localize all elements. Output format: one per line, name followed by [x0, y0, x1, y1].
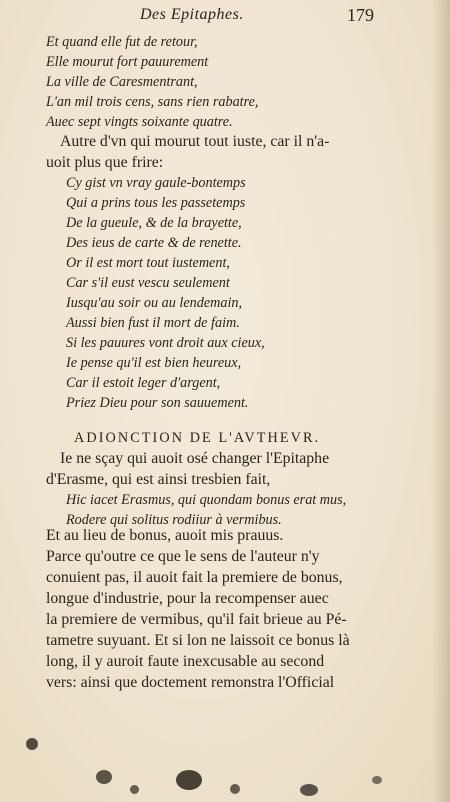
- running-head: Des Epitaphes.: [140, 6, 244, 23]
- verse-line: Elle mourut fort pauurement: [46, 54, 209, 70]
- verse-line: Ie pense qu'il est bien heureux,: [66, 355, 242, 371]
- verse-line: Or il est mort tout iustement,: [66, 255, 230, 271]
- page-edge-shadow: [432, 0, 450, 802]
- ink-stain: [26, 738, 38, 750]
- verse-line: L'an mil trois cens, sans rien rabatre,: [46, 94, 259, 110]
- ink-stain: [372, 776, 382, 784]
- verse-line: Si les pauures vont droit aux cieux,: [66, 335, 265, 351]
- verse-line: Aussi bien fust il mort de faim.: [66, 315, 240, 331]
- prose-line: Parce qu'outre ce que le sens de l'auteur n'y: [46, 548, 320, 565]
- prose-line: la premiere de vermibus, qu'il fait brieue au Pé-: [46, 611, 347, 628]
- prose-line: Et au lieu de bonus, auoit mis prauus.: [46, 527, 284, 544]
- prose-line: longue d'industrie, pour la recompenser auec: [46, 590, 329, 607]
- prose-line: long, il y auroit faute inexcusable au second: [46, 653, 325, 670]
- verse-line: Auec sept vingts soixante quatre.: [46, 114, 233, 130]
- ink-stain: [300, 784, 318, 796]
- prose-line: tametre suyuant. Et si lon ne laissoit ce bonus là: [46, 632, 350, 649]
- verse-line: Car s'il eust vescu seulement: [66, 275, 230, 291]
- epitaph-intro-line: uoit plus que frire:: [46, 154, 164, 171]
- latin-verse-line: Hic iacet Erasmus, qui quondam bonus erat mus,: [66, 492, 347, 508]
- ink-stain: [230, 784, 240, 794]
- ink-stain: [176, 770, 202, 790]
- verse-line: De la gueule, & de la brayette,: [66, 215, 242, 231]
- prose-line: vers: ainsi que doctement remonstra l'Official: [46, 674, 335, 691]
- verse-line: Qui a prins tous les passetemps: [66, 195, 246, 211]
- section-heading: ADIONCTION DE L'AVTHEVR.: [74, 430, 321, 446]
- verse-line: Iusqu'au soir ou au lendemain,: [66, 295, 243, 311]
- prose-line: Ie ne sçay qui auoit osé changer l'Epitaphe: [60, 450, 330, 467]
- prose-line: d'Erasme, qui est ainsi tresbien fait,: [46, 471, 271, 488]
- verse-line: Priez Dieu pour son sauuement.: [66, 395, 249, 411]
- prose-line: conuient pas, il auoit fait la premiere de bonus,: [46, 569, 343, 586]
- verse-line: La ville de Caresmentrant,: [46, 74, 198, 90]
- verse-line: Car il estoit leger d'argent,: [66, 375, 221, 391]
- ink-stain: [96, 770, 112, 784]
- epitaph-intro-line: Autre d'vn qui mourut tout iuste, car il n'a-: [60, 133, 330, 150]
- verse-line: Et quand elle fut de retour,: [46, 34, 198, 50]
- verse-line: Cy gist vn vray gaule-bontemps: [66, 175, 246, 191]
- latin-verse-line: Rodere qui solitus rodiiur à vermibus.: [66, 512, 282, 528]
- page-number: 179: [347, 5, 374, 25]
- verse-line: Des ieus de carte & de renette.: [66, 235, 242, 251]
- ink-stain: [130, 785, 139, 794]
